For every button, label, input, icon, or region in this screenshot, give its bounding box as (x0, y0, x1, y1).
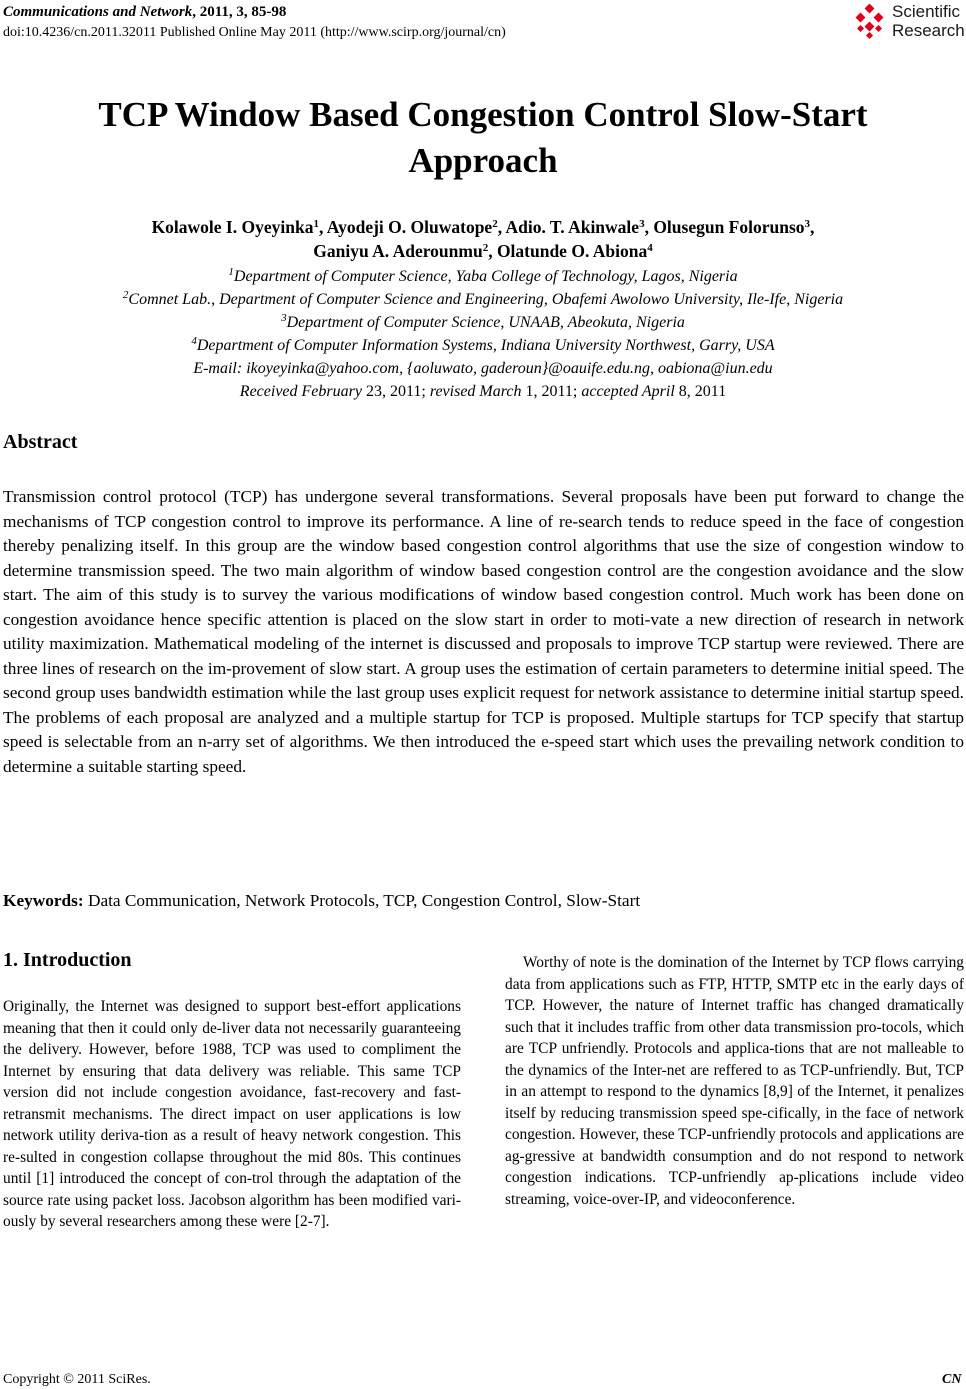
logo-line-2: Research (892, 21, 965, 40)
revised-label: revised March (429, 383, 522, 400)
keywords-label: Keywords: (3, 891, 84, 910)
intro-right-paragraph: Worthy of note is the domination of the Internet by TCP flows carrying data from applications such as FTP, HTTP, SMTP etc in the early days of TCP. However, the nature of Internet traffic has changed dramatically such that it includes traffic from other data transmission pro-tocols, which are TCP unfriendly. Protocols and applica-tions that are not malleable to the dynamics of the Inter-net are reffered to as TCP-unfriendly. But, TCP in an attempt to respond to the dynamics [8,9] of the Internet, it penalizes itself by reducing transmission speed spe-cifically, in the face of network congestion. However, these TCP-unfriendly protocols and applications are ag-gressive at bandwidth consumption and do not respond to network congestion indications. TCP-unfriendly ap-plications include video streaming, voice-over-IP, and videoconference. (505, 954, 964, 1208)
affiliation-2 (0, 288, 966, 311)
author-affil-marker: 3 (804, 218, 811, 230)
affiliation-text: Comnet Lab., Department of Computer Science and Engineering, Obafemi Awolowo University, Ile-Ife, Nigeria (128, 291, 844, 308)
doi-line: doi:10.4236/cn.2011.32011 Published Online May 2011 (http://www.scirp.org/journal/cn) (3, 25, 506, 40)
affiliation-text: Department of Computer Science, Yaba College of Technology, Lagos, Nigeria (233, 268, 738, 285)
email-label: E-mail (193, 360, 237, 377)
accepted-date: 8, 2011 (674, 383, 727, 400)
dates-line (0, 380, 966, 403)
affil-marker: 2 (122, 289, 129, 301)
email-line (0, 357, 966, 380)
author-name: Adio. T. Akinwale (505, 217, 640, 237)
affiliation-4 (0, 334, 966, 357)
author-name: Kolawole I. Oyeyinka (151, 217, 314, 237)
author-name: Olusegun Folorunso (653, 217, 805, 237)
author-line-1: Kolawole I. Oyeyinka$^1$, Ayodeji O. Oluwatope$^2$, Adio. T. Akinwale$^3$, Olusegun Folorunso$^3$, (151, 217, 815, 237)
journal-volume: , 2011, 3, 85-98 (192, 4, 287, 20)
author-name: Ayodeji O. Oluwatope (326, 217, 493, 237)
revised-date: 1, 2011; (521, 383, 582, 400)
author-affil-marker: 4 (647, 242, 653, 254)
scientific-research-logo-icon (852, 4, 888, 40)
affiliation-1 (0, 265, 966, 288)
affiliation-3 (0, 311, 966, 334)
author-line-2: Ganiyu A. Aderounmu$^2$, Olatunde O. Abiona$^4$ (313, 241, 653, 261)
accepted-label: accepted April (581, 383, 675, 400)
received-date: 23, 2011; (361, 383, 430, 400)
journal-abbreviation: CN (942, 1372, 962, 1387)
title-line-1: TCP Window Based Congestion Control Slow-Start (98, 95, 868, 134)
paper-title (20, 92, 946, 184)
copyright-notice: Copyright © 2011 SciRes. (3, 1372, 151, 1387)
affiliations (0, 265, 966, 403)
affiliation-text: Department of Computer Science, UNAAB, Abeokuta, Nigeria (286, 314, 685, 331)
author-affil-marker: 2 (482, 242, 489, 254)
keywords-text: Data Communication, Network Protocols, TCP, Congestion Control, Slow-Start (83, 891, 641, 910)
affil-marker: 3 (281, 312, 287, 324)
journal-name: Communications and Network (3, 4, 193, 20)
email-addresses: : ikoyeyinka@yahoo.com, {aoluwato, gaderoun}@oauife.edu.ng, oabiona@iun.edu (236, 360, 773, 377)
author-name: Olatunde O. Abiona (496, 241, 648, 261)
logo-line-1: Scientific (892, 2, 961, 21)
affil-marker: 1 (228, 266, 234, 278)
author-list (0, 215, 966, 263)
author-affil-marker: 1 (313, 218, 319, 230)
publisher-logo (852, 2, 964, 42)
journal-citation (3, 3, 286, 22)
received-label: Received February (239, 383, 362, 400)
title-line-2: Approach (408, 141, 558, 180)
intro-left-paragraph: Originally, the Internet was designed to support best-effort applications meaning that then it could only de-liver data not necessarily guaranteeing the delivery. However, before 1988, TCP was used to compliment the Internet by ensuring that data delivery was reliable. This same TCP version did not include congestion avoidance, fast-recovery and fast-retransmit mechanisms. The direct impact on user applications is low network utility deriva-tion as a result of heavy network congestion. This re-sulted in congestion collapse throughout the mid 80s. This continues until [1] introduced the concept of con-trol through the adaptation of the source rate using packet loss. Jacobson algorithm has been modified vari-ously by several researchers among these were [2-7]. (3, 998, 461, 1230)
keywords (3, 889, 640, 913)
abstract-text: Transmission control protocol (TCP) has undergone several transformations. Several proposals have been put forward to change the mechanisms of TCP congestion control to improve its performance. A line of re-search tends to reduce speed in the face of congestion thereby penalizing itself. In this group are the window based congestion control algorithms that use the size of congestion window to determine transmission speed. The two main algorithm of window based congestion control are the congestion avoidance and the slow start. The aim of this study is to survey the various modifications of window based congestion control. Much work has been done on congestion avoidance hence specific attention is placed on the slow start in order to moti-vate a new direction of research in network utility maximization. Mathematical modeling of the internet is discussed and proposals to improve TCP startup were reviewed. There are three lines of research on the im-provement of slow start. A group uses the estimation of certain parameters to determine initial speed. The second group uses bandwidth estimation while the last group uses explicit request for network assistance to determine initial startup speed. The problems of each proposal are analyzed and a multiple startup for TCP is proposed. Multiple startups for TCP specify that startup speed is selectable from an n-arry set of algorithms. We then introduced the e-speed start which uses the prevailing network condition to determine a suitable starting speed. (3, 487, 964, 776)
author-name: Ganiyu A. Aderounmu (313, 241, 483, 261)
author-affil-marker: 3 (639, 218, 645, 230)
abstract-heading: Abstract (3, 431, 78, 453)
affil-marker: 4 (191, 335, 197, 347)
affiliation-text: Department of Computer Information Systems, Indiana University Northwest, Garry, USA (196, 337, 775, 354)
logo-wordmark (892, 2, 965, 40)
author-affil-marker: 2 (492, 218, 498, 230)
introduction-heading: 1. Introduction (3, 949, 132, 971)
